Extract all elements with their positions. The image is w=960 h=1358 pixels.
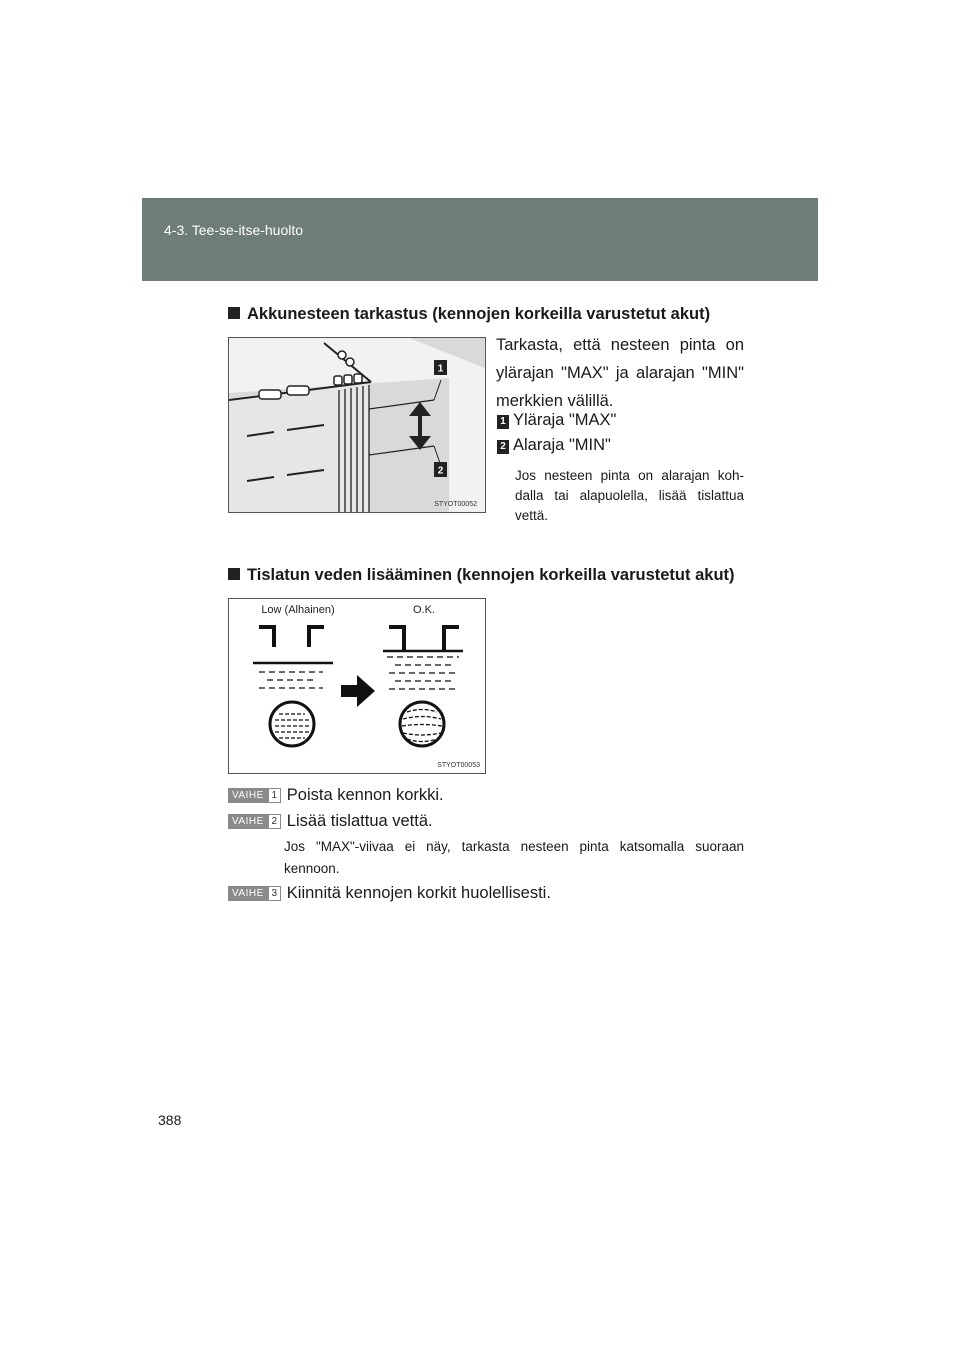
page-number: 388 — [158, 1112, 182, 1128]
step-badge: VAIHE 2 — [228, 814, 281, 829]
label-low: Low (Alhainen) — [261, 604, 335, 616]
number-badge: 2 — [497, 440, 509, 454]
svg-text:2: 2 — [437, 465, 444, 477]
label-ok: O.K. — [412, 604, 436, 616]
legend-item-min: 2 Alaraja "MIN" — [497, 436, 611, 455]
figure-code: STYOT00052 — [434, 501, 477, 508]
step-badge: VAIHE 3 — [228, 886, 281, 901]
step-3 — [228, 884, 551, 903]
step-2-note: Jos "MAX"-viivaa ei näy, tarkasta nesteen pinta katsomalla suoraan kennoon. — [284, 839, 744, 876]
svg-text:1: 1 — [437, 363, 444, 375]
figure-code: STYOT00053 — [437, 762, 480, 769]
section2-heading: Tislatun veden lisääminen (kennojen korkeilla varustetut akut) — [228, 566, 735, 585]
step-text: Kiinnitä kennojen korkit huolellisesti. — [286, 884, 551, 902]
square-bullet-icon — [228, 568, 240, 580]
step-1 — [228, 786, 444, 805]
square-bullet-icon — [228, 307, 240, 319]
step-text: Lisää tislattua vettä. — [286, 812, 433, 830]
legend-item-max: 1 Yläraja "MAX" — [497, 411, 616, 430]
section1-note: Jos nesteen pinta on alarajan koh-dalla tai alapuolella, lisää tislattua vettä. — [515, 468, 744, 523]
section-header-bar — [142, 198, 818, 281]
number-badge: 1 — [497, 415, 509, 429]
section1-heading: Akkunesteen tarkastus (kennojen korkeilla varustetut akut) — [228, 305, 710, 324]
battery-level-figure — [228, 337, 486, 513]
step-badge: VAIHE 1 — [228, 788, 281, 803]
section1-body: Tarkasta, että nesteen pinta on ylärajan "MAX" ja alarajan "MIN" merkkien välillä. — [496, 336, 744, 410]
step-text: Poista kennon korkki. — [286, 786, 444, 804]
step-2 — [228, 812, 433, 831]
water-level-figure — [228, 598, 486, 774]
section-title: 4-3. Tee-se-itse-huolto — [164, 222, 304, 238]
